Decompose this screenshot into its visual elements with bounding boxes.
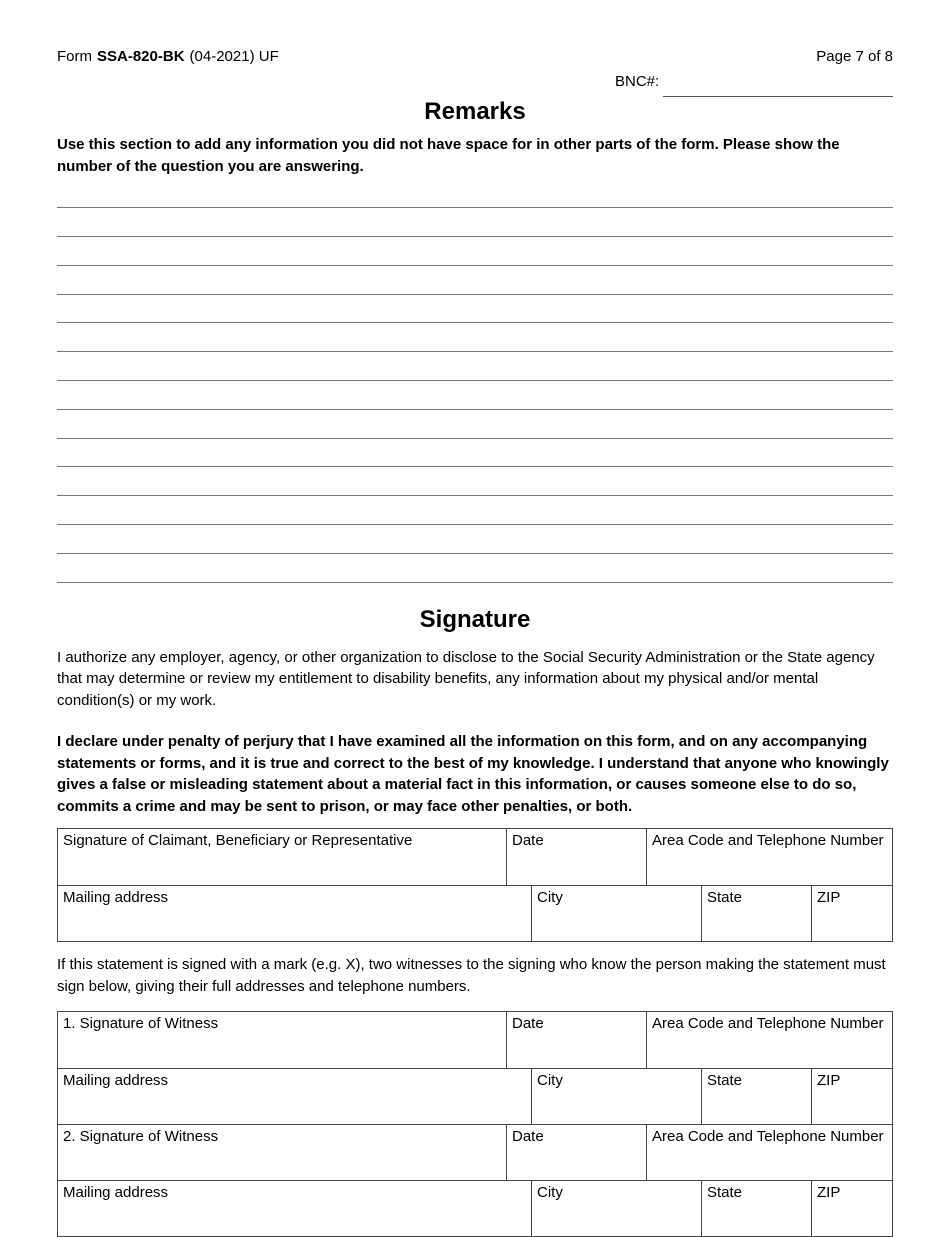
date-field[interactable] xyxy=(506,1125,646,1180)
remarks-writing-line[interactable] xyxy=(57,554,893,583)
claimant-address-row xyxy=(58,885,892,941)
witness2-signature-field[interactable] xyxy=(58,1125,506,1180)
perjury-statement: I declare under penalty of perjury that I have examined all the information on this form, and on any accompanying statements or forms, and it is true and correct to the best of my knowledge. I understand that anyone who knowingly gives a false or misleading statement about a material fact in this information, or causes someone else to do so, commits a crime and may be sent to prison, or may face other penalties, or both. xyxy=(57,732,889,816)
city-field[interactable] xyxy=(531,1181,701,1236)
mailing-address-field[interactable] xyxy=(58,1069,531,1124)
mailing-address-label: Mailing address xyxy=(63,888,169,906)
mailing-address-field[interactable] xyxy=(58,1181,531,1236)
remarks-writing-line[interactable] xyxy=(57,180,893,209)
state-label: State xyxy=(707,888,743,906)
zip-label: ZIP xyxy=(817,1072,841,1090)
city-label: City xyxy=(537,1072,563,1090)
phone-label: Area Code and Telephone Number xyxy=(652,1015,884,1033)
witness2-address-row xyxy=(58,1180,892,1236)
witness1-signature-field[interactable] xyxy=(58,1012,506,1068)
date-label: Date xyxy=(512,1128,544,1146)
claimant-signature-label: Signature of Claimant, Beneficiary or Representative xyxy=(63,831,413,849)
witness-instructions: If this statement is signed with a mark (e.g. X), two witnesses to the signing who know the person making the statement must sign below, giving their full addresses and telephone numbers. xyxy=(57,955,886,995)
witness1-signature-label: 1. Signature of Witness xyxy=(63,1015,219,1033)
remarks-lines xyxy=(57,180,893,583)
authorization-text: I authorize any employer, agency, or other organization to disclose to the Social Security Administration or the State agency that may determine or review my entitlement to disability benefits, any information about my physical and/or mental condition(s) or my work. xyxy=(57,648,875,710)
page-number: Page 7 of 8 xyxy=(816,48,893,65)
phone-label: Area Code and Telephone Number xyxy=(652,831,884,849)
date-label: Date xyxy=(512,1015,544,1033)
mailing-address-field[interactable] xyxy=(58,886,531,941)
state-field[interactable] xyxy=(701,1069,811,1124)
date-field[interactable] xyxy=(506,1012,646,1068)
witness1-address-row xyxy=(58,1068,892,1124)
date-field[interactable] xyxy=(506,829,646,885)
date-label: Date xyxy=(512,831,544,849)
witness-signature-table xyxy=(57,1011,893,1237)
city-field[interactable] xyxy=(531,886,701,941)
mailing-address-label: Mailing address xyxy=(63,1072,169,1090)
mailing-address-label: Mailing address xyxy=(63,1184,169,1202)
form-revision: (04-2021) UF xyxy=(189,48,279,65)
form-id: SSA-820-BK xyxy=(97,48,185,65)
remarks-title: Remarks xyxy=(424,98,526,125)
state-label: State xyxy=(707,1184,743,1202)
remarks-writing-line[interactable] xyxy=(57,295,893,324)
phone-field[interactable] xyxy=(646,1012,892,1068)
witness2-signature-label: 2. Signature of Witness xyxy=(63,1128,219,1146)
bnc-input-line[interactable] xyxy=(663,65,893,97)
remarks-writing-line[interactable] xyxy=(57,381,893,410)
form-number xyxy=(57,48,279,65)
state-label: State xyxy=(707,1072,743,1090)
bnc-label: BNC#: xyxy=(615,73,660,90)
form-prefix: Form xyxy=(57,48,92,65)
signature-title: Signature xyxy=(419,605,531,633)
state-field[interactable] xyxy=(701,886,811,941)
phone-field[interactable] xyxy=(646,829,892,885)
claimant-signature-field[interactable] xyxy=(58,829,506,885)
zip-field[interactable] xyxy=(811,886,892,941)
remarks-instructions: Use this section to add any information you did not have space for in other parts of the form. Please show the number of the question you are answering. xyxy=(57,136,840,175)
witness1-signature-row xyxy=(58,1012,892,1068)
remarks-writing-line[interactable] xyxy=(57,439,893,468)
zip-label: ZIP xyxy=(817,888,841,906)
remarks-writing-line[interactable] xyxy=(57,496,893,525)
remarks-writing-line[interactable] xyxy=(57,352,893,381)
state-field[interactable] xyxy=(701,1181,811,1236)
city-label: City xyxy=(537,888,563,906)
claimant-signature-table xyxy=(57,828,893,942)
remarks-writing-line[interactable] xyxy=(57,323,893,352)
bnc-row xyxy=(615,65,893,97)
page-header xyxy=(57,48,893,65)
remarks-writing-line[interactable] xyxy=(57,266,893,295)
city-field[interactable] xyxy=(531,1069,701,1124)
witness2-signature-row xyxy=(58,1124,892,1180)
phone-label: Area Code and Telephone Number xyxy=(652,1128,884,1146)
phone-field[interactable] xyxy=(646,1125,892,1180)
zip-label: ZIP xyxy=(817,1184,841,1202)
remarks-writing-line[interactable] xyxy=(57,410,893,439)
zip-field[interactable] xyxy=(811,1069,892,1124)
claimant-signature-row xyxy=(58,829,892,885)
remarks-writing-line[interactable] xyxy=(57,208,893,237)
city-label: City xyxy=(537,1184,563,1202)
remarks-writing-line[interactable] xyxy=(57,467,893,496)
zip-field[interactable] xyxy=(811,1181,892,1236)
remarks-writing-line[interactable] xyxy=(57,525,893,554)
remarks-writing-line[interactable] xyxy=(57,237,893,266)
